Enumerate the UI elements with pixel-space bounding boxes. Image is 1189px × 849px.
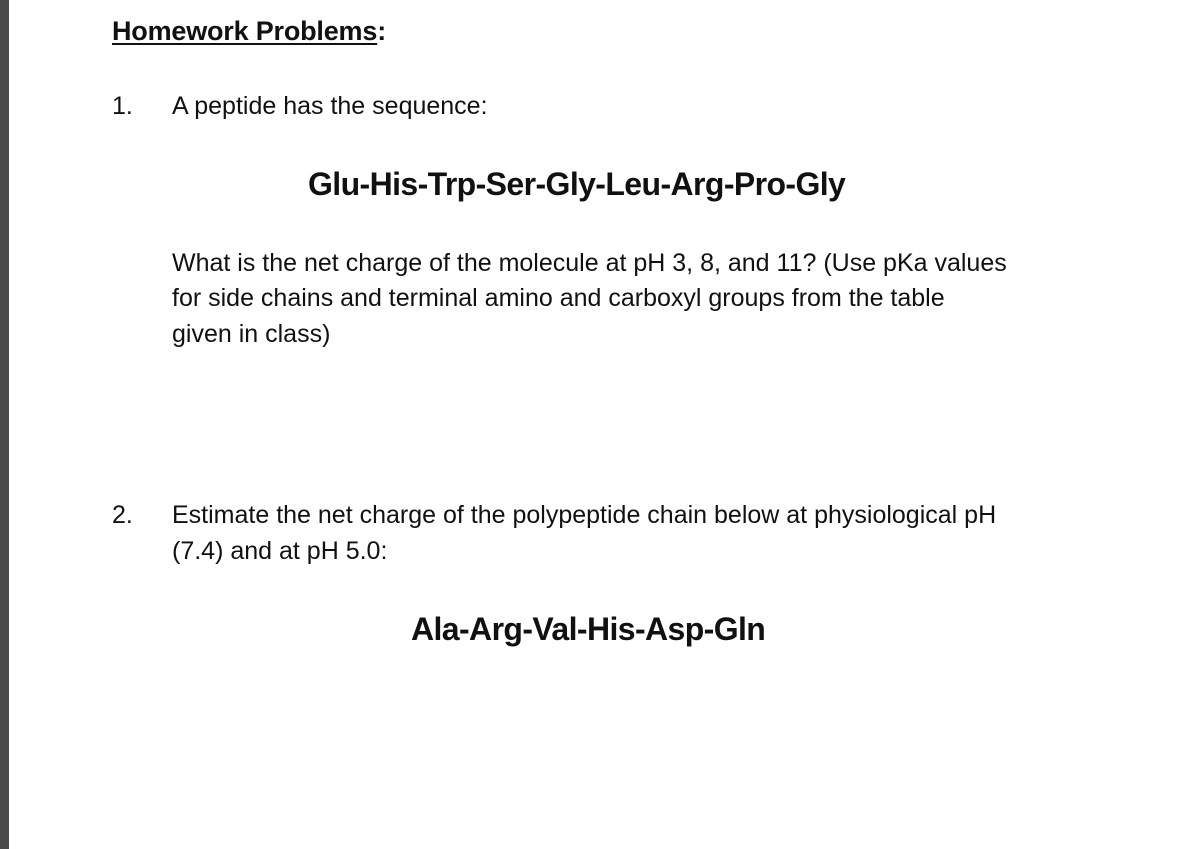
- problem-2-question-line-2: (7.4) and at pH 5.0:: [172, 537, 388, 565]
- problem-2-sequence: Ala-Arg-Val-His-Asp-Gln: [411, 611, 766, 647]
- heading-title: Homework Problems: [112, 16, 378, 46]
- page-heading: [112, 16, 386, 47]
- problem-1-number: 1.: [112, 92, 133, 120]
- problem-1-sequence: Glu-His-Trp-Ser-Gly-Leu-Arg-Pro-Gly: [308, 166, 846, 202]
- viewer-left-border: [0, 0, 9, 849]
- problem-1-question-line-2: for side chains and terminal amino and carboxyl groups from the table: [172, 284, 945, 312]
- document-page: [9, 0, 1189, 849]
- problem-1-question-line-1: What is the net charge of the molecule at pH 3, 8, and 11? (Use pKa values: [172, 249, 1007, 277]
- problem-2-number: 2.: [112, 501, 133, 529]
- heading-colon: :: [377, 16, 386, 46]
- problem-1-intro: A peptide has the sequence:: [172, 92, 488, 120]
- problem-2-question-line-1: Estimate the net charge of the polypeptide chain below at physiological pH: [172, 501, 997, 529]
- problem-1-question-line-3: given in class): [172, 320, 331, 348]
